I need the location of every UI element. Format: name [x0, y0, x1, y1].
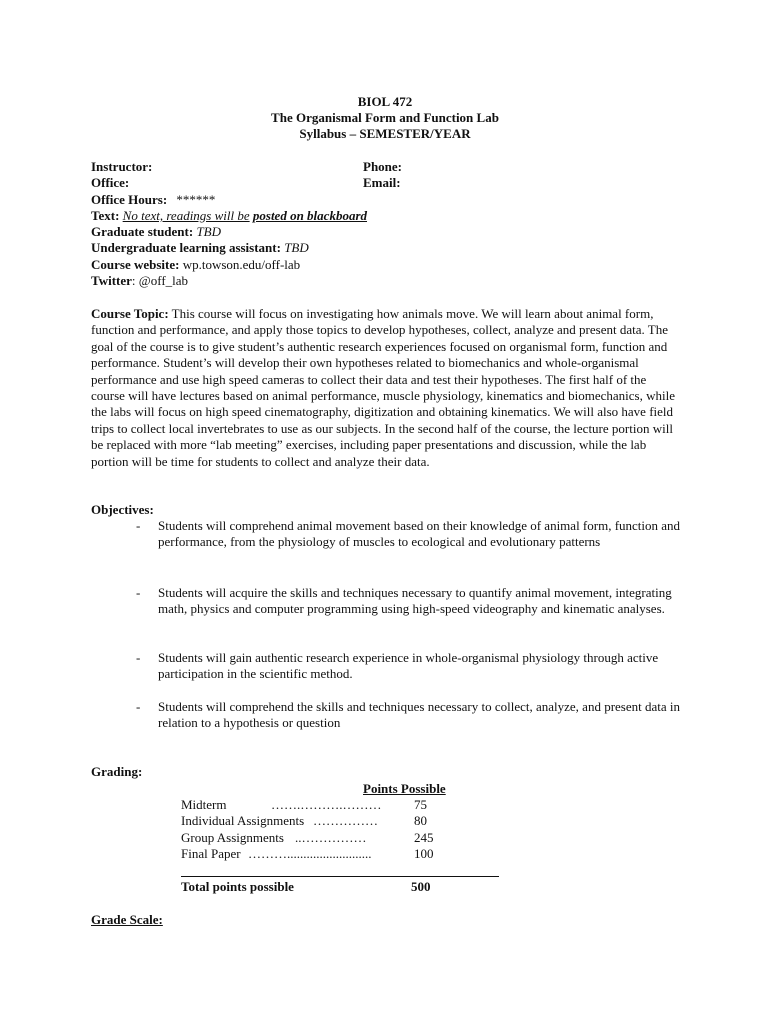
grade-row-name: Individual Assignments: [181, 813, 305, 828]
grade-row-leader: ……………: [313, 813, 378, 828]
course-topic-paragraph: [91, 306, 681, 470]
website-line: [91, 257, 300, 273]
ula-line: [91, 240, 309, 256]
text-value: No text, readings will be: [122, 208, 250, 223]
twitter-value[interactable]: : @off_lab: [131, 273, 189, 288]
grade-row-points: 75: [414, 797, 427, 812]
grad-student-value: TBD: [196, 224, 222, 239]
grade-row-leader: …….……….………: [271, 797, 382, 812]
points-possible-header: Points Possible: [363, 781, 446, 796]
twitter-line: [91, 273, 188, 289]
course-topic-label: Course Topic:: [91, 306, 169, 321]
grade-row-leader: ………..........................: [248, 846, 372, 861]
text-value-blackboard: posted on blackboard: [252, 208, 368, 223]
grad-student-label: Graduate student:: [91, 224, 194, 239]
objective-dash: -: [136, 585, 141, 600]
office-label: Office:: [91, 175, 130, 190]
total-divider: [181, 876, 499, 877]
objective-dash: -: [136, 699, 141, 714]
phone-label: Phone:: [363, 159, 402, 174]
ula-label: Undergraduate learning assistant:: [91, 240, 281, 255]
grade-row-name: Final Paper: [181, 846, 241, 861]
grade-row-points: 100: [414, 846, 434, 861]
objective-dash: -: [136, 518, 141, 533]
objective-item: Students will comprehend animal movement based on their knowledge of animal form, function and performance, from the physiology of muscles to ecological and evolutionary patterns: [158, 518, 681, 550]
twitter-label: Twitter: [91, 273, 132, 288]
website-value[interactable]: wp.towson.edu/off-lab: [182, 257, 301, 272]
office-hours-value: ******: [176, 192, 216, 207]
email-label: Email:: [363, 175, 401, 190]
grade-row-points: 80: [414, 813, 427, 828]
grade-row-points: 245: [414, 830, 434, 845]
grade-row-leader: ..……………: [295, 830, 367, 845]
office-hours-label: Office Hours:: [91, 192, 168, 207]
objective-item: Students will acquire the skills and techniques necessary to quantify animal movement, integrating math, physics and computer programming using high-speed videography and kinematic analyses.: [158, 585, 672, 617]
total-label: Total points possible: [181, 879, 294, 894]
website-label: Course website:: [91, 257, 180, 272]
total-value: 500: [411, 879, 431, 894]
objective-item: Students will gain authentic research experience in whole-organismal physiology through active participation in the scientific method.: [158, 650, 659, 682]
text-label: Text:: [91, 208, 120, 223]
ula-value: TBD: [284, 240, 309, 255]
objective-dash: -: [136, 650, 141, 665]
course-topic-text: This course will focus on investigating how animals move. We will learn about animal form, function and performance, and apply those topics to develop hypotheses, collect, analyze and present data. The goal of the course is to give student’s authentic research experiences focused on organismal form, function and performance. Student’s will develop their own hypotheses related to biomechanics and whole-organismal performance and use high speed cameras to collect their data and test their hypotheses. The first half of the course will have lectures based on animal performance, muscle physiology, kinematics and biomechanics, while the labs will focus on high speed cinematography, digitization and obtaining kinematics. We will also have field trips to collect local invertebrates to use as our subjects. In the second half of the course, the lecture portion will be replaced with more “lab meeting” exercises, including paper presentations and discussion, while the lab portion will be time for students to collect and analyze their data.: [91, 306, 675, 469]
objectives-label: Objectives:: [91, 502, 154, 517]
grad-student-line: [91, 224, 221, 240]
office-hours-line: [91, 192, 215, 208]
syllabus-subtitle: Syllabus – SEMESTER/YEAR: [299, 126, 471, 141]
course-title: The Organismal Form and Function Lab: [271, 110, 499, 125]
grade-row-name: Midterm: [181, 797, 227, 812]
grade-scale-label: Grade Scale:: [91, 912, 163, 927]
grading-label: Grading:: [91, 764, 143, 779]
instructor-label: Instructor:: [91, 159, 153, 174]
course-code: BIOL 472: [357, 94, 413, 109]
text-line: [91, 208, 367, 224]
grade-row-name: Group Assignments: [181, 830, 284, 845]
objective-item: Students will comprehend the skills and techniques necessary to collect, analyze, and present data in relation to a hypothesis or question: [158, 699, 681, 731]
